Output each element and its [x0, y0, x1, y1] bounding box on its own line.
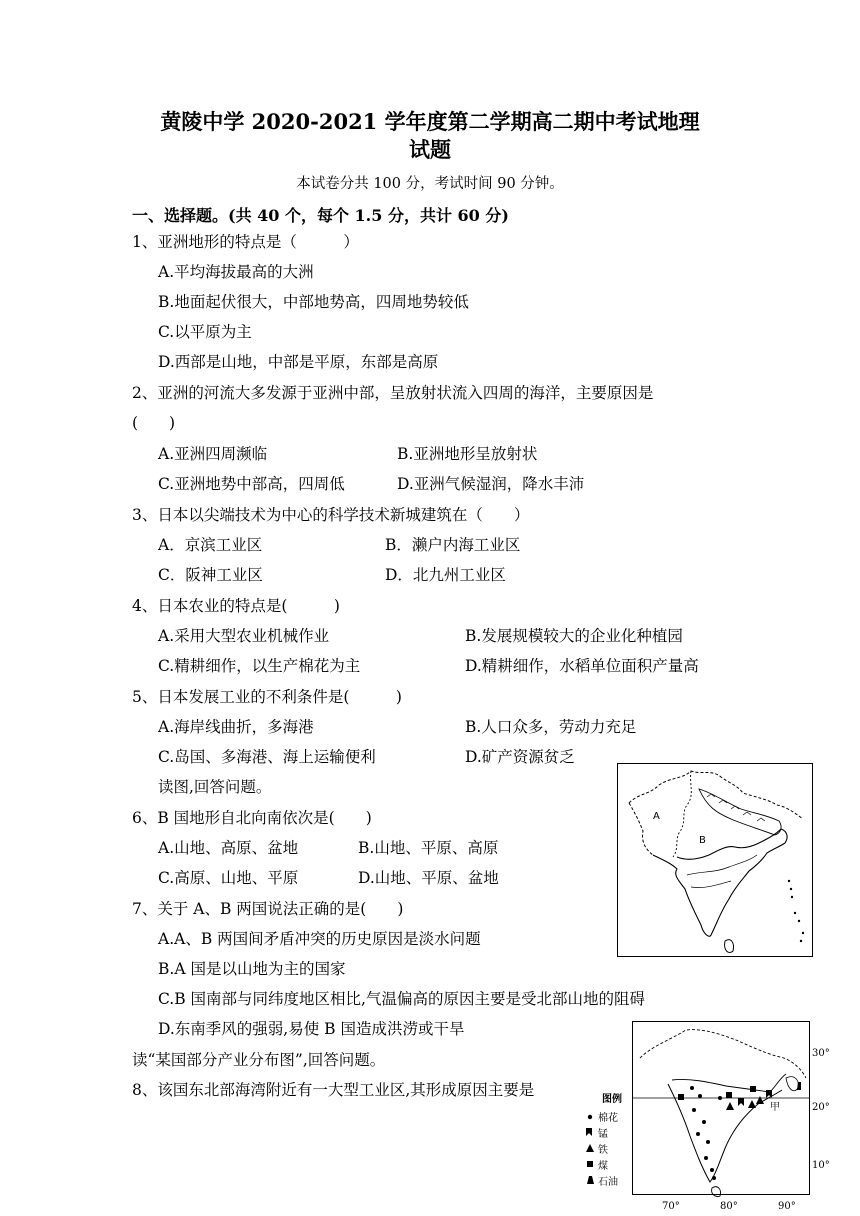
- q3-option-a: A．京滨工业区: [158, 536, 263, 554]
- legend-coal: 煤: [598, 1161, 608, 1172]
- question-7-stem: 7、关于 A、B 两国说法正确的是( ): [132, 900, 404, 918]
- question-4-stem: 4、日本农业的特点是( ): [132, 597, 340, 615]
- lon-label-80: 80°: [720, 1201, 738, 1212]
- south-asia-map: [617, 763, 813, 957]
- iron-legend-icon: [586, 1144, 594, 1152]
- q7-option-a: A.A、B 两国间矛盾冲突的历史原因是淡水问题: [158, 930, 481, 948]
- q5-option-a: A.海岸线曲折，多海港: [158, 718, 314, 736]
- legend-manganese: 锰: [598, 1129, 608, 1140]
- q2-option-d: D.亚洲气候湿润，降水丰沛: [397, 475, 585, 493]
- question-5-stem: 5、日本发展工业的不利条件是( ): [132, 688, 402, 706]
- cotton-legend-icon: [588, 1115, 592, 1119]
- q4-option-b: B.发展规模较大的企业化种植园: [465, 627, 683, 645]
- coal-legend-icon: [587, 1161, 593, 1167]
- legend-title: 图例: [602, 1094, 622, 1105]
- page-title-line2: 试题: [409, 137, 451, 162]
- lat-label-10: 10°: [812, 1160, 830, 1171]
- lon-label-70: 70°: [662, 1201, 680, 1212]
- q4-option-c: C.精耕细作，以生产棉花为主: [158, 657, 361, 675]
- q1-option-d: D.西部是山地，中部是平原，东部是高原: [158, 353, 439, 371]
- q6-option-b: B.山地、平原、高原: [358, 839, 499, 857]
- q5-option-c: C.岛国、多海港、海上运输便利: [158, 748, 376, 766]
- q1-option-b: B.地面起伏很大，中部地势高，四周地势较低: [158, 293, 469, 311]
- q3-option-c: C．阪神工业区: [158, 566, 263, 584]
- lat-label-20: 20°: [812, 1102, 830, 1113]
- map-label-b: B: [699, 835, 706, 846]
- q6-option-c: C.高原、山地、平原: [158, 869, 299, 887]
- q7-option-d: D.东南季风的强弱,易使 B 国造成洪涝或干旱: [158, 1020, 465, 1038]
- question-8-stem: 8、该国东北部海湾附近有一大型工业区,其形成原因主要是: [132, 1081, 535, 1099]
- legend-iron: 铁: [598, 1145, 608, 1156]
- q3-option-d: D．北九州工业区: [385, 566, 506, 584]
- q3-option-b: B．濑户内海工业区: [385, 536, 521, 554]
- q6-option-d: D.山地、平原、盆地: [358, 869, 499, 887]
- q2-option-c: C.亚洲地势中部高，四周低: [158, 475, 345, 493]
- section-heading: 一、选择题。(共 40 个，每个 1.5 分，共计 60 分): [132, 206, 509, 225]
- page-title: 黄陵中学 2020-2021 学年度第二学期高二期中考试地理: [160, 109, 700, 134]
- manganese-legend-icon: [586, 1128, 592, 1136]
- q7-option-b: B.A 国是以山地为主的国家: [158, 960, 346, 978]
- question-2-stem-cont: ( ): [132, 414, 176, 432]
- q6-option-a: A.山地、高原、盆地: [158, 839, 299, 857]
- question-6-stem: 6、B 国地形自北向南依次是( ): [132, 809, 372, 827]
- q1-option-a: A.平均海拔最高的大洲: [158, 263, 314, 281]
- oil-legend-icon: [587, 1176, 594, 1184]
- legend-oil: 石油: [598, 1177, 618, 1188]
- map-label-a: A: [653, 811, 660, 822]
- lat-label-30: 30°: [812, 1048, 830, 1059]
- question-2-stem: 2、亚洲的河流大多发源于亚洲中部，呈放射状流入四周的海洋，主要原因是: [132, 384, 654, 402]
- lon-label-90: 90°: [778, 1201, 796, 1212]
- q7-option-c: C.B 国南部与同纬度地区相比,气温偏高的原因主要是受北部山地的阻碍: [158, 990, 645, 1008]
- q4-option-d: D.精耕细作，水稻单位面积产量高: [465, 657, 699, 675]
- industry-distribution-map: [580, 1018, 842, 1216]
- legend-cotton: 棉花: [598, 1113, 618, 1124]
- q2-option-b: B.亚洲地形呈放射状: [397, 445, 538, 463]
- exam-info: 本试卷分共 100 分，考试时间 90 分钟。: [296, 176, 564, 192]
- question-1-stem: 1、亚洲地形的特点是（ ）: [132, 233, 359, 251]
- q4-option-a: A.采用大型农业机械作业: [158, 627, 330, 645]
- q5-option-d: D.矿产资源贫乏: [465, 748, 575, 766]
- read-chart-prompt: 读“某国部分产业分布图”,回答问题。: [132, 1051, 386, 1069]
- q1-option-c: C.以平原为主: [158, 323, 252, 341]
- read-map-prompt: 读图,回答问题。: [158, 778, 272, 796]
- q2-option-a: A.亚洲四周濒临: [158, 445, 268, 463]
- question-3-stem: 3、日本以尖端技术为中心的科学技术新城建筑在（ ）: [132, 506, 530, 524]
- place-label-jia: 甲: [770, 1102, 780, 1113]
- q5-option-b: B.人口众多，劳动力充足: [465, 718, 637, 736]
